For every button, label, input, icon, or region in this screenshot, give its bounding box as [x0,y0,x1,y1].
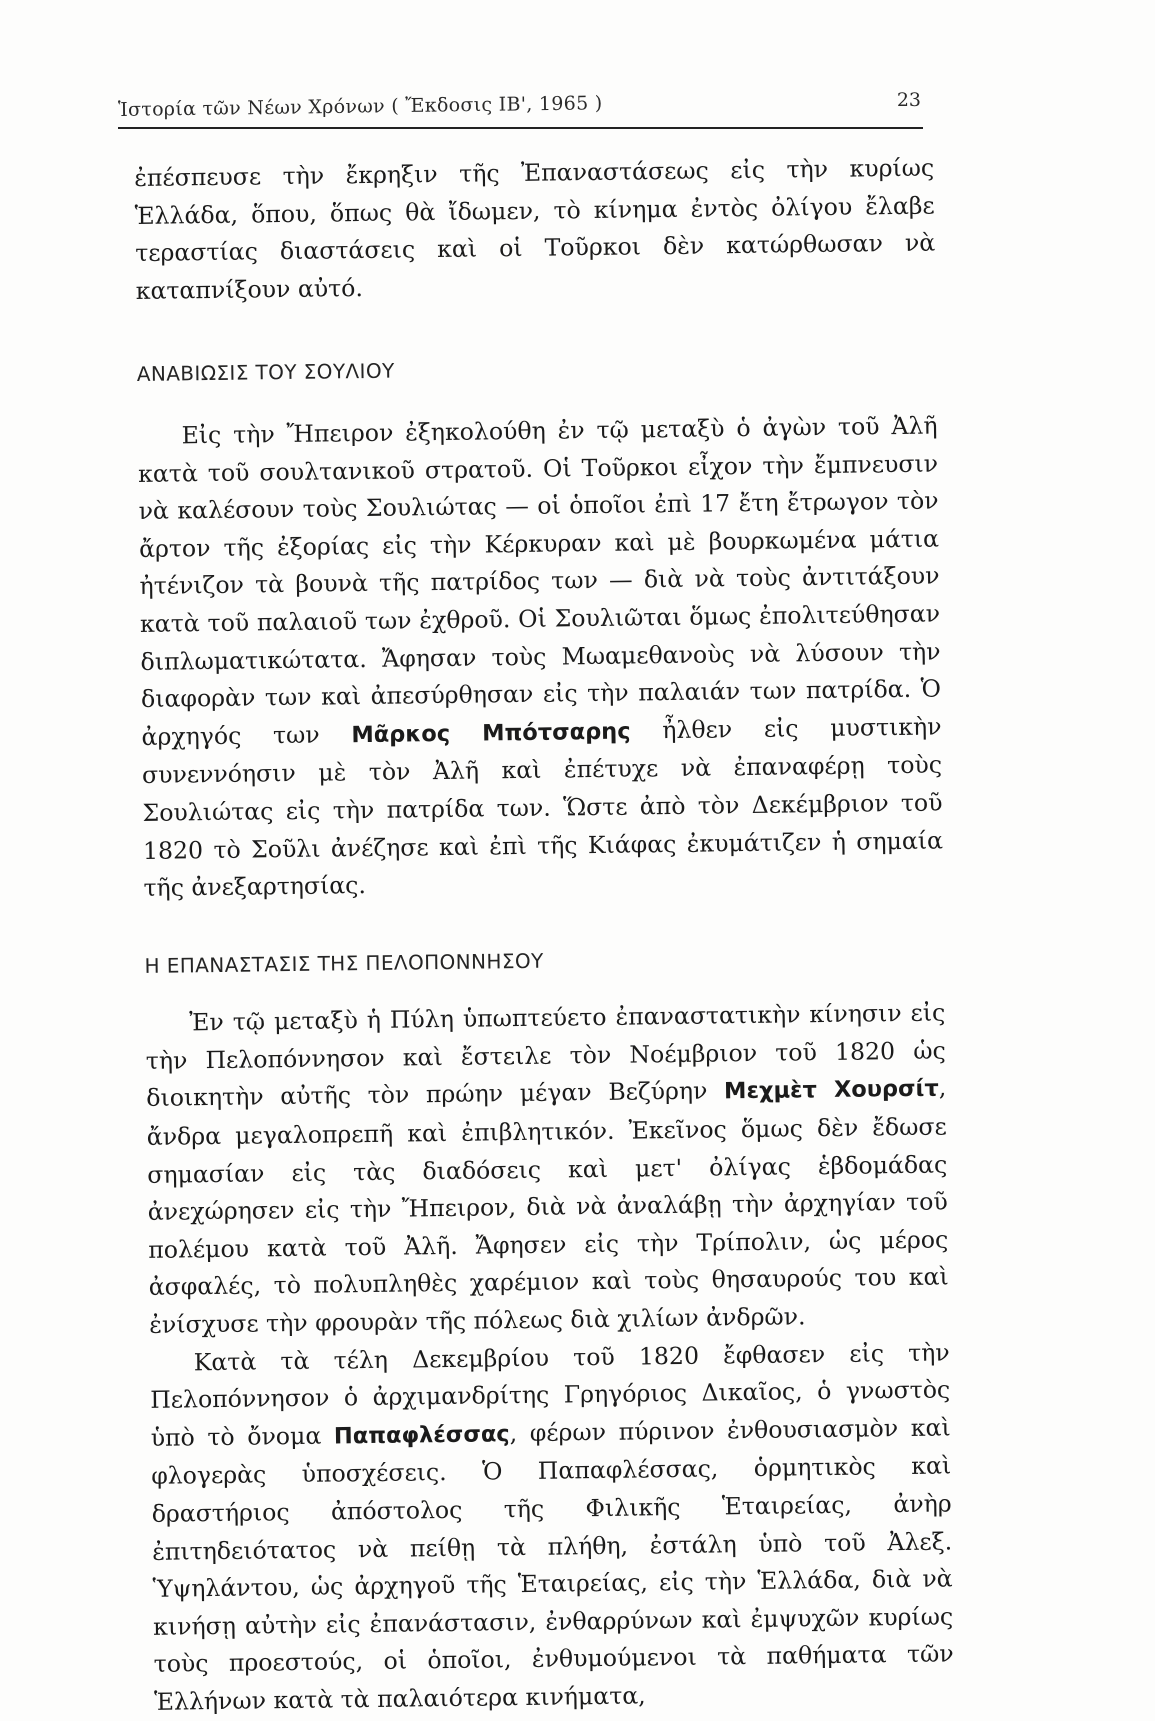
section-heading-peloponnese: Η ΕΠΑΝΑΣΤΑΣΙΣ ΤΗΣ ΠΕΛΟΠΟΝΝΗΣΟΥ [144,948,544,978]
running-title: Ἱστορία τῶν Νέων Χρόνων ( Ἔκδοσις ΙΒ', 1965 ) [117,92,603,121]
paragraph-text: Κατὰ τὰ τέλη Δεκεμβρίου τοῦ 1820 ἔφθασεν εἰς τὴν Πελοπόννησον ὁ ἀρχιμανδρίτης Γρηγόριος Δικαῖος, ὁ γνωστὸς ὑπὸ τὸ ὄνομα [150,1338,951,1452]
paragraph-papaflessas [150,1334,955,1721]
section-heading-souli: ΑΝΑΒΙΩΣΙΣ ΤΟΥ ΣΟΥΛΙΟΥ [136,358,395,387]
bold-name-botsaris: Μᾶρκος Μπότσαρης [351,718,631,748]
body-text [134,150,954,1721]
bold-name-hursit: Μεχμὲτ Χουρσίτ [723,1076,939,1105]
bold-name-papaflessas: Παπαφλέσσας [333,1421,510,1450]
running-header [117,89,923,129]
paragraph-text: , φέρων πύρινον ἐνθουσιασμὸν καὶ φλογερὰς ὑποσχέσεις. Ὁ Παπαφλέσσας, ὁρμητικὸς καὶ δραστήριος ἀπόστολος τῆς Φιλικῆς Ἑταιρείας, ἀνὴρ ἐπιτηδειότατος νὰ πείθῃ τὰ πλήθη, ἐστάλη ὑπὸ τοῦ Ἀλεξ. Ὑψηλάντου, ὡς ἀρχηγοῦ τῆς Ἑταιρείας, εἰς τὴν Ἑλλάδα, διὰ νὰ κινήσῃ αὐτὴν εἰς ἐπανάστασιν, ἐνθαρρύνων καὶ ἐμψυχῶν κυρίως τοὺς προεστούς, οἱ ὁποῖοι, ἐνθυμούμενοι τὰ παθήματα τῶν Ἑλλήνων κατὰ τὰ παλαιότερα κινήματα, [151,1413,954,1716]
page-number: 23 [896,89,921,111]
paragraph-text: ἦλθεν εἰς μυστικὴν συνεννόησιν μὲ τὸν Ἀλῆ καὶ ἐπέτυχε νὰ ἐπαναφέρῃ τοὺς Σουλιώτας εἰς τὴν πατρίδα των. Ὥστε ἀπὸ τὸν Δεκέμβριον τοῦ 1820 τὸ Σοῦλι ἀνέζησε καὶ ἐπὶ τῆς Κιάφας ἐκυμάτιζεν ἡ σημαία τῆς ἀνεξαρτησίας. [141,712,944,903]
paragraph-text: Εἰς τὴν Ἤπειρον ἐξηκολούθη ἐν τῷ μεταξὺ ὁ ἀγὼν τοῦ Ἀλῆ κατὰ τοῦ σουλτανικοῦ στρατοῦ. Οἱ Τοῦρκοι εἶχον τὴν ἔμπνευσιν νὰ καλέσουν τοὺς Σουλιώτας — οἱ ὁποῖοι ἐπὶ 17 ἔτη ἔτρωγον τὸν ἄρτον τῆς ἐξορίας εἰς τὴν Κέρκυραν καὶ μὲ βουρκωμένα μάτια ἠτένιζον τὰ βουνὰ τῆς πατρίδος των — διὰ νὰ τοὺς ἀντιτάξουν κατὰ τοῦ παλαιοῦ των ἐχθροῦ. Οἱ Σουλιῶται ὅμως ἐπολιτεύθησαν διπλωματικώτατα. Ἄφησαν τοὺς Μωαμεθανοὺς νὰ λύσουν τὴν διαφορὰν των καὶ ἀπεσύρθησαν εἰς τὴν παλαιάν των πατρίδα. Ὁ ἀρχηγός των [137,411,942,751]
paragraph-text: , ἄνδρα μεγαλοπρεπῆ καὶ ἐπιβλητικόν. Ἐκεῖνος ὅμως δὲν ἔδωσε σημασίαν εἰς τὰς διαδόσεις καὶ μετ' ὀλίγας ἑβδομάδας ἀνεχώρησεν εἰς τὴν Ἤπειρον, διὰ νὰ ἀναλάβῃ τὴν ἀρχηγίαν τοῦ πολέμου κατὰ τοῦ Ἀλῆ. Ἄφησεν εἰς τὴν Τρίπολιν, ὡς μέρος ἀσφαλές, τὸ πολυπληθὲς χαρέμιον καὶ τοὺς θησαυρούς του καὶ ἐνίσχυσε τὴν φρουρὰν τῆς πόλεως διὰ χιλίων ἀνδρῶν. [146,1073,949,1339]
paragraph-text: Ἐν τῷ μεταξὺ ἡ Πύλη ὑπωπτεύετο ἐπαναστατικὴν κίνησιν εἰς τὴν Πελοπόννησον καὶ ἔστειλε τὸν Νοέμβριον τοῦ 1820 ὡς διοικητὴν αὐτῆς τὸν πρώην μέγαν Βεζύρην [145,998,946,1113]
paragraph-peloponnese [145,995,949,1345]
paragraph-continuation: ἐπέσπευσε τὴν ἔκρηξιν τῆς Ἐπαναστάσεως εἰς τὴν κυρίως Ἑλλάδα, ὅπου, ὅπως θὰ ἴδωμεν, τὸ κίνημα ἐντὸς ὀλίγου ἔλαβε τεραστίας διαστάσεις καὶ οἱ Τοῦρκοι δὲν κατώρθωσαν νὰ καταπνίξουν αὐτό. [134,153,936,305]
paragraph-souli [137,407,943,907]
